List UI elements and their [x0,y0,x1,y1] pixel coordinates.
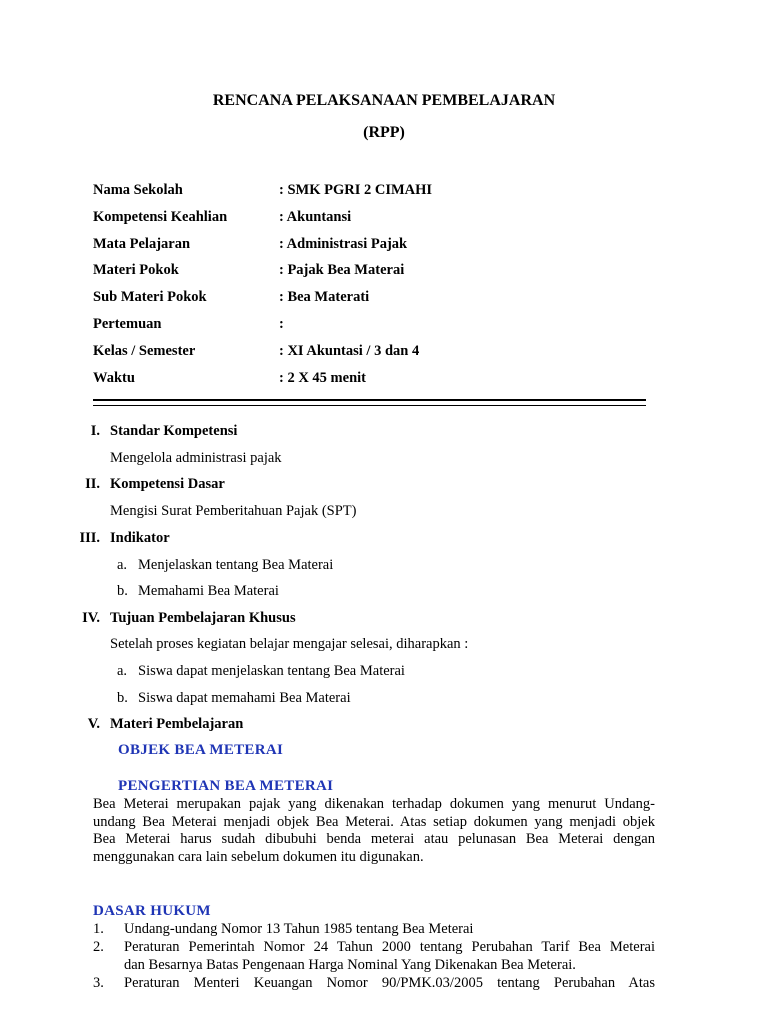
section-title: Kompetensi Dasar [110,476,225,492]
info-value: : Pajak Bea Materai [279,262,405,279]
info-value: : Bea Materati [279,289,370,306]
info-row [93,262,653,289]
info-value: : [279,315,284,332]
heading-pengertian: PENGERTIAN BEA METERAI [118,778,334,794]
list-number: 1. [93,921,104,937]
list-letter: a. [117,557,128,573]
info-row [93,316,653,343]
list-item [124,921,655,939]
info-value: : Akuntansi [279,208,352,225]
section-number: II. [85,476,100,492]
section-number: IV. [82,610,100,626]
document-subtitle: (RPP) [363,124,405,141]
paragraph-line: undang Bea Meterai menjadi objek Bea Meterai. Atas setiap dokumen yang menjadi objek [93,813,655,830]
info-table [93,182,653,396]
list-item: Siswa dapat memahami Bea Materai [138,690,351,706]
info-value: : XI Akuntasi / 3 dan 4 [279,342,420,359]
info-label: Mata Pelajaran [93,235,191,252]
section-text: Mengisi Surat Pemberitahuan Pajak (SPT) [110,503,357,519]
paragraph-line: menggunakan cara lain sebelum dokumen itu digunakan. [93,848,424,865]
heading-objek: OBJEK BEA METERAI [118,742,284,758]
info-label: Pertemuan [93,315,162,332]
list-item: Menjelaskan tentang Bea Materai [138,557,334,573]
info-value: : SMK PGRI 2 CIMAHI [279,182,433,198]
list-item: Memahami Bea Materai [138,583,279,599]
info-row [93,370,653,397]
list-line: Peraturan Pemerintah Nomor 24 Tahun 2000 tentang Perubahan Tarif Bea Meterai [124,939,655,955]
list-letter: b. [117,690,128,706]
paragraph-line: Bea Meterai merupakan pajak yang dikenakan terhadap dokumen yang menurut Undang- [93,796,655,812]
info-value: : Administrasi Pajak [279,235,408,252]
info-row [93,289,653,316]
heading-dasar-hukum: DASAR HUKUM [93,903,211,919]
info-label: Materi Pokok [93,262,179,279]
info-label: Sub Materi Pokok [93,289,207,306]
paragraph-pengertian [93,796,655,866]
section-text: Mengelola administrasi pajak [110,450,282,466]
info-label: Waktu [93,369,135,386]
info-row [93,236,653,263]
list-line: Peraturan Menteri Keuangan Nomor 90/PMK.03/2005 tentang Perubahan Atas [124,975,655,991]
info-row [93,182,653,209]
section-title: Tujuan Pembelajaran Khusus [110,610,296,626]
list-item [124,975,655,993]
list-line: Undang-undang Nomor 13 Tahun 1985 tentang Bea Meterai [124,921,474,937]
list-line: dan Besarnya Batas Pengenaan Harga Nominal Yang Dikenakan Bea Meterai. [124,956,576,973]
section-intro: Setelah proses kegiatan belajar mengajar selesai, diharapkan : [110,636,469,652]
section-title: Standar Kompetensi [110,423,238,439]
info-label: Kompetensi Keahlian [93,208,228,225]
divider-thick [93,399,646,401]
list-letter: a. [117,663,128,679]
list-item [124,939,655,974]
info-row [93,209,653,236]
paragraph-line: Bea Meterai harus sudah dibubuhi benda meterai atau pelunasan Bea Meterai dengan [93,831,655,847]
info-label: Kelas / Semester [93,342,196,359]
list-number: 3. [93,975,104,991]
info-label: Nama Sekolah [93,182,183,198]
section-number: III. [79,530,100,546]
section-title: Indikator [110,530,170,546]
section-title: Materi Pembelajaran [110,716,244,732]
info-value: : 2 X 45 menit [279,369,366,386]
info-row [93,343,653,370]
section-number: V. [87,716,100,732]
list-number: 2. [93,939,104,955]
document-title: RENCANA PELAKSANAAN PEMBELAJARAN [212,92,556,109]
divider-thin [93,405,646,406]
list-item: Siswa dapat menjelaskan tentang Bea Materai [138,663,405,679]
list-letter: b. [117,583,128,599]
section-number: I. [90,423,100,439]
